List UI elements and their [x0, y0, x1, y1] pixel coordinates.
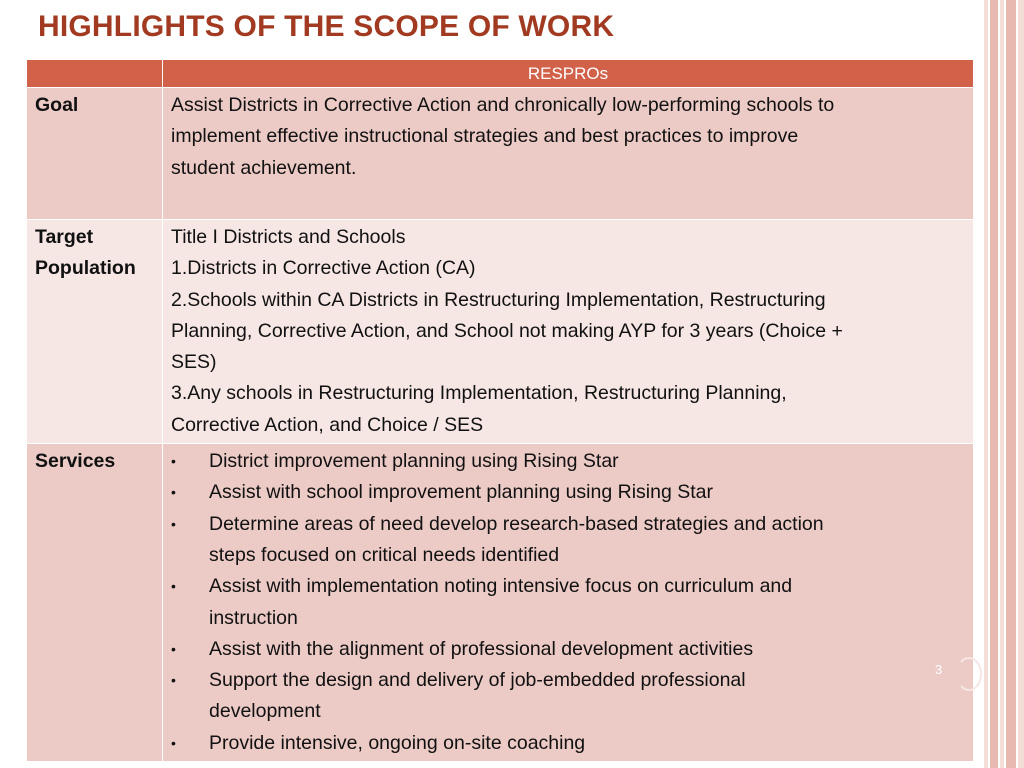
- slide-title: HIGHLIGHTS OF THE SCOPE OF WORK: [38, 10, 615, 43]
- page-number-circle-icon: [956, 657, 982, 691]
- service-line: instruction: [209, 606, 298, 629]
- bullet-dot-icon: •: [171, 640, 176, 657]
- stripe-2: [990, 0, 998, 768]
- header-respros: RESPROs: [163, 60, 974, 88]
- service-line: Provide intensive, ongoing on-site coaching: [209, 731, 586, 754]
- bullet-dot-icon: •: [171, 672, 176, 689]
- service-line: District improvement planning using Rising Star: [209, 450, 619, 473]
- bullet-dot-icon: •: [171, 734, 176, 751]
- target-line: SES): [171, 351, 217, 374]
- header-empty-cell: [27, 60, 163, 88]
- row-label-goal: Goal: [27, 88, 163, 220]
- bullet-dot-icon: •: [171, 515, 176, 532]
- service-line: Support the design and delivery of job-embedded professional: [209, 669, 746, 692]
- target-population-text: [163, 220, 974, 444]
- target-line: Title I Districts and Schools: [171, 226, 406, 248]
- row-label-services: Services: [27, 444, 163, 762]
- target-line: Planning, Corrective Action, and School not making AYP for 3 years (Choice +: [171, 319, 843, 342]
- goal-line: implement effective instructional strategies and best practices to improve: [171, 125, 799, 148]
- services-list-item: [171, 728, 965, 759]
- target-line: Corrective Action, and Choice / SES: [171, 413, 484, 436]
- label-line: Population: [35, 257, 136, 280]
- service-line: Assist with school improvement planning using Rising Star: [209, 481, 713, 504]
- service-line: Assist with the alignment of professional development activities: [209, 637, 754, 660]
- table-row-services: [27, 444, 974, 762]
- services-list: [171, 446, 965, 759]
- services-list-item: [171, 477, 965, 508]
- stripe-5: [1018, 0, 1024, 768]
- service-line: Determine areas of need develop research-based strategies and action: [209, 512, 824, 535]
- target-line: 3.Any schools in Restructuring Implementation, Restructuring Planning,: [171, 382, 787, 405]
- services-list-cell: [163, 444, 974, 762]
- service-line: development: [209, 700, 321, 723]
- page-number: 3: [935, 662, 943, 677]
- service-line: steps focused on critical needs identified: [209, 543, 560, 566]
- bullet-dot-icon: •: [171, 578, 176, 595]
- stripe-1: [984, 0, 988, 768]
- services-list-item: [171, 446, 965, 477]
- services-list-item: [171, 571, 965, 634]
- row-label-target-population: [27, 220, 163, 444]
- goal-text: [163, 88, 974, 220]
- goal-line: Assist Districts in Corrective Action and chronically low-performing schools to: [171, 94, 835, 116]
- service-line: Assist with implementation noting intensive focus on curriculum and: [209, 575, 793, 598]
- table-row-goal: [27, 88, 974, 220]
- stripe-4: [1006, 0, 1016, 768]
- services-list-item: [171, 509, 965, 572]
- table-row-target-population: [27, 220, 974, 444]
- bullet-dot-icon: •: [171, 453, 176, 470]
- bullet-dot-icon: •: [171, 484, 176, 501]
- services-list-item: [171, 665, 965, 728]
- table-header-row: [27, 60, 974, 88]
- services-list-item: [171, 634, 965, 665]
- target-line: 1.Districts in Corrective Action (CA): [171, 257, 476, 280]
- target-line: 2.Schools within CA Districts in Restructuring Implementation, Restructuring: [171, 288, 826, 311]
- label-line: Target: [35, 226, 94, 248]
- stripe-3: [1000, 0, 1004, 768]
- decorative-side-stripes: [984, 0, 1024, 768]
- goal-line: student achievement.: [171, 156, 357, 179]
- scope-table: [26, 59, 974, 762]
